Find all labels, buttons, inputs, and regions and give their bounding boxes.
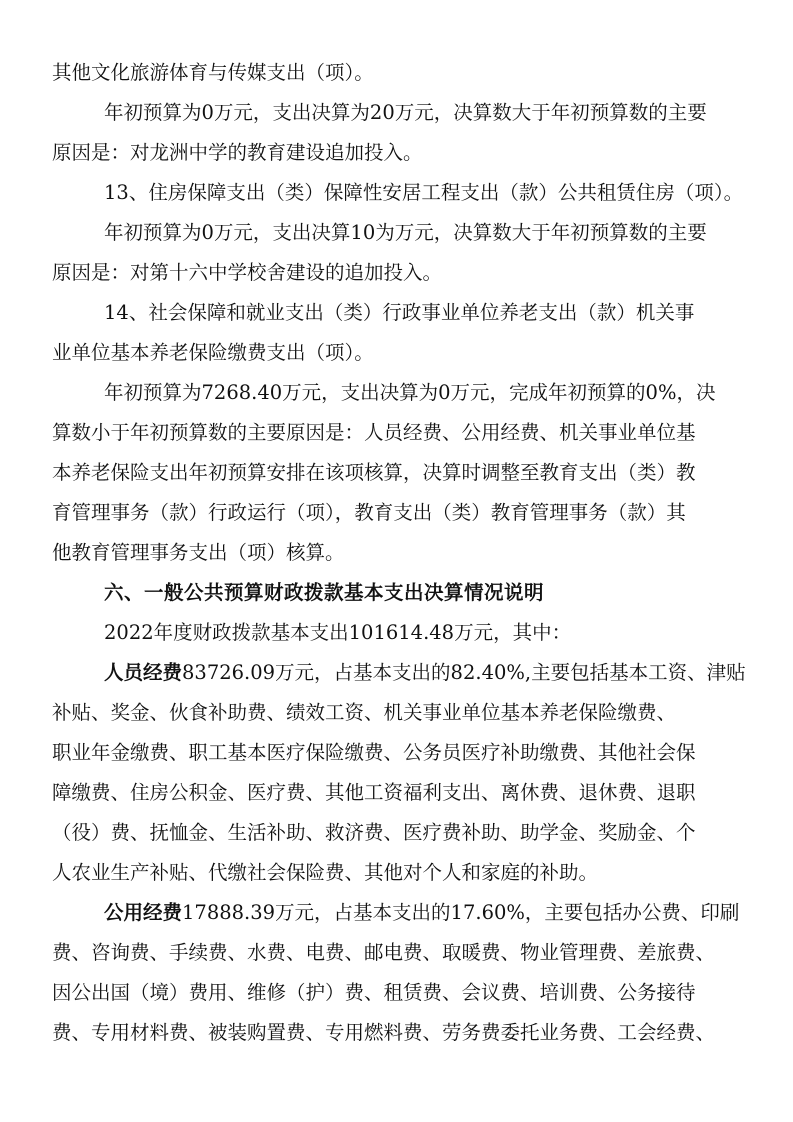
text-line: （役）费、抚恤金、生活补助、救济费、医疗费补助、助学金、奖励金、个 [52, 821, 696, 844]
section-heading: 六、一般公共预算财政拨款基本支出决算情况说明 [104, 581, 545, 604]
public-label: 公用经费 [104, 901, 183, 924]
personnel-label: 人员经费 [104, 661, 183, 684]
text-line: 年初预算为0万元，支出决算为20万元，决算数大于年初预算数的主要 [104, 101, 707, 124]
text-line: 人农业生产补贴、代缴社会保险费、其他对个人和家庭的补助。 [52, 861, 599, 884]
text-line: 业单位基本养老保险缴费支出（项）。 [52, 341, 374, 364]
text-line: 育管理事务（款）行政运行（项），教育支出（类）教育管理事务（款）其 [52, 501, 686, 524]
text-line: 其他文化旅游体育与传媒支出（项）。 [52, 61, 374, 84]
personnel-first-line [104, 658, 752, 688]
text-line: 他教育管理事务支出（项）核算。 [52, 541, 345, 564]
text-line: 算数小于年初预算数的主要原因是：人员经费、公用经费、机关事业单位基 [52, 421, 696, 444]
personnel-first-text: 83726.09万元，占基本支出的82.40%,主要包括基本工资、津贴 [182, 661, 746, 684]
text-line: 13、住房保障支出（类）保障性安居工程支出（款）公共租赁住房（项）。 [104, 181, 744, 204]
text-line: 费、咨询费、手续费、水费、电费、邮电费、取暖费、物业管理费、差旅费、 [52, 941, 716, 964]
text-line: 原因是：对第十六中学校舍建设的追加投入。 [52, 261, 443, 284]
public-first-text: 17888.39万元，占基本支出的17.60%，主要包括办公费、印刷 [182, 901, 740, 924]
text-line: 职业年金缴费、职工基本医疗保险缴费、公务员医疗补助缴费、其他社会保 [52, 741, 696, 764]
text-line: 因公出国（境）费用、维修（护）费、租赁费、会议费、培训费、公务接待 [52, 981, 696, 1004]
text-line: 费、专用材料费、被装购置费、专用燃料费、劳务费委托业务费、工会经费、 [52, 1021, 716, 1044]
text-line: 年初预算为7268.40万元，支出决算为0万元，完成年初预算的0%，决 [104, 381, 716, 404]
text-line: 本养老保险支出年初预算安排在该项核算，决算时调整至教育支出（类）教 [52, 461, 696, 484]
summary-line: 2022年度财政拨款基本支出101614.48万元，其中： [104, 621, 572, 644]
text-line: 14、社会保障和就业支出（类）行政事业单位养老支出（款）机关事 [104, 301, 695, 324]
public-first-line [104, 898, 752, 928]
text-line: 原因是：对龙洲中学的教育建设追加投入。 [52, 141, 423, 164]
text-line: 年初预算为0万元，支出决算10为万元，决算数大于年初预算数的主要 [104, 221, 707, 244]
text-line: 补贴、奖金、伙食补助费、绩效工资、机关事业单位基本养老保险缴费、 [52, 701, 677, 724]
text-line: 障缴费、住房公积金、医疗费、其他工资福利支出、离休费、退休费、退职 [52, 781, 696, 804]
